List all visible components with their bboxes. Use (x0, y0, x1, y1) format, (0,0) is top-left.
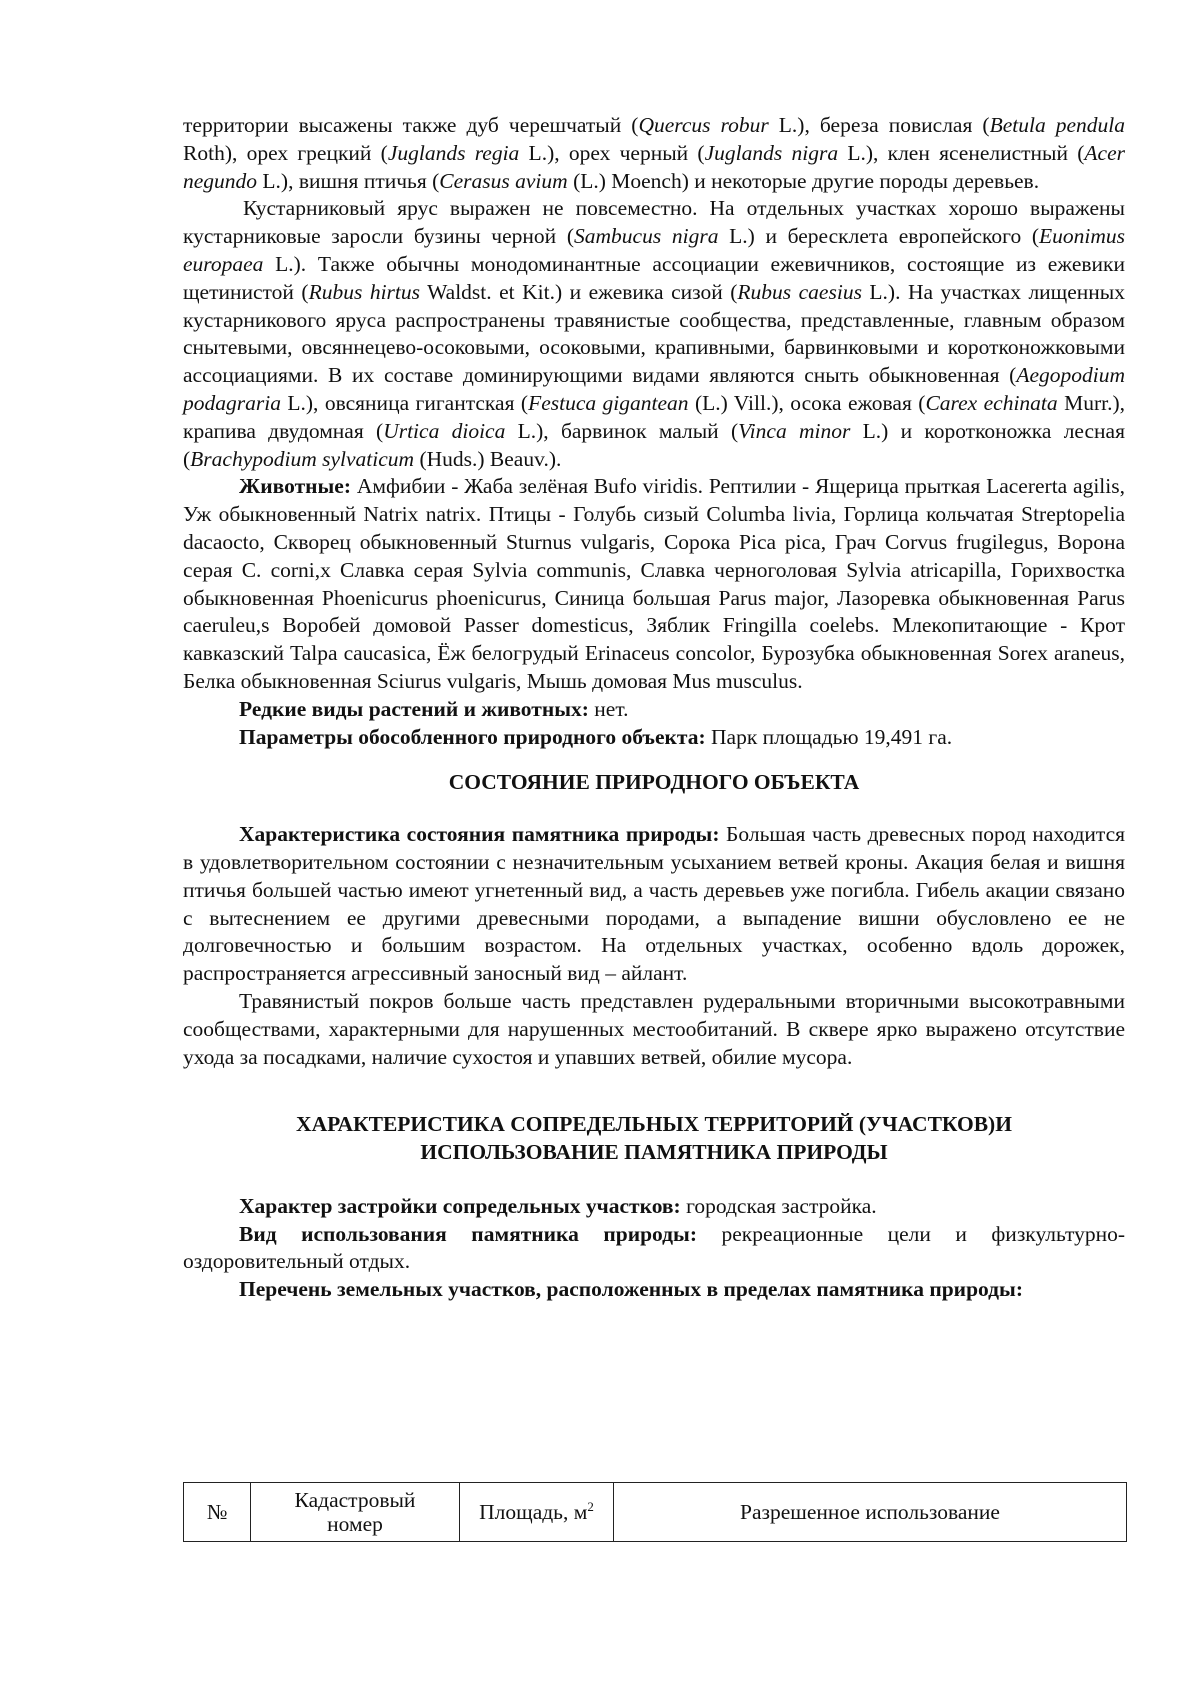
column-header-permitted-use: Разрешенное использование (614, 1483, 1127, 1542)
paragraph-shrubs: Кустарниковый ярус выражен не повсеместно. На отдельных участках хорошо выражены кустарниковые заросли бузины черной (Sambucus nigra L.) и бересклета европейского (Euonimus europaea L.). Также обычны монодоминантные ассоциации ежевичников, состоящие из ежевики щетинистой (Rubus hirtus Waldst. et Kit.) и ежевика сизой (Rubus caesius L.). На участках лищенных кустарникового яруса распространены травянистые сообщества, представленные, главным образом снытевыми, овсяннецево-осоковыми, осоковыми, крапивными, барвинковыми и коротконожковыми ассоциациями. В их составе доминирующими видами являются сныть обыкновенная (Aegopodium podagraria L.), овсяница гигантская (Festuca gigantean (L.) Vill.), осока ежовая (Carex echinata Murr.), крапива двудомная (Urtica dioica L.), барвинок малый (Vinca minor L.) и коротконожка лесная (Brachypodium sylvaticum (Huds.) Beauv.). (183, 196, 1126, 471)
column-header-area: Площадь, $м^2$ (460, 1483, 614, 1542)
heading-adjacent-territories: ХАРАКТЕРИСТИКА СОПРЕДЕЛЬНЫХ ТЕРРИТОРИЙ (УЧАСТКОВ)И ИСПОЛЬЗОВАНИЕ ПАМЯТНИКА ПРИРОДЫ (296, 1112, 1012, 1165)
paragraph-animals: Животные: Амфибии - Жаба зелёная Bufo viridis. Рептилии - Ящерица прыткая Lacererta agilis, Уж обыкновенный Natrix natrix. Птицы - Голубь сизый Columba livia, Горлица кольчатая Streptopelia dacaocto, Скворец обыкновенный Sturnus vulgaris, Сорока Pica pica, Грач Corvus frugilegus, Ворона серая C. corni,x Славка серая Sylvia communis, Славка черноголовая Sylvia atricapilla, Горихвостка обыкновенная Phoenicurus phoenicurus, Синица большая Parus major, Лазоревка обыкновенная Parus caeruleu,s Воробей домовой Passer domesticus, Зяблик Fringilla coelebs. Млекопитающие - Крот кавказский Talpa caucasica, Ёж белогрудый Erinaceus concolor, Бурозубка обыкновенная Sorex araneus, Белка обыкновенная Sciurus vulgaris, Мышь домовая Mus musculus. (183, 474, 1125, 693)
land-plots-table-wrapper (183, 1482, 1127, 1542)
paragraph-usage: Вид использования памятника природы: рекреационные цели и физкультурно-оздоровительный отдых. (183, 1221, 1125, 1274)
paragraph-grass-cover: Травянистый покров больше часть представлен рудеральными вторичными высокотравными сообществами, характерными для нарушенных местообитаний. В сквере ярко выражено отсутствие ухода за посадками, наличие сухостоя и упавших ветвей, обилие мусора. (183, 988, 1125, 1069)
paragraph-land-plots-heading: Перечень земельных участков, расположенных в пределах памятника природы: (239, 1277, 1023, 1302)
paragraph-parameters: Параметры обособленного природного объекта: Парк площадью 19,491 га. (239, 724, 953, 749)
table-header-row (184, 1483, 1127, 1542)
paragraph-state: Характеристика состояния памятника природы: Большая часть древесных пород находится в удовлетворительном состоянии с незначительным усыханием ветвей кроны. Акация белая и вишня птичья большей частью имеют угнетенный вид, а часть деревьев уже погибла. Гибель акации связано с вытеснением ее другими древесными породами, а выпадение вишни обусловлено ее не долговечностью и большим возрастом. На отдельных участках, особенно вдоль дорожек, распространяется агрессивный заносный вид – айлант. (183, 822, 1126, 986)
column-header-number: № (184, 1483, 251, 1542)
heading-object-state: СОСТОЯНИЕ ПРИРОДНОГО ОБЪЕКТА (448, 770, 860, 795)
paragraph-building: Характер застройки сопредельных участков: городская застройка. (239, 1193, 877, 1218)
column-header-cadastral-number: Кадастровый номер (251, 1483, 460, 1542)
document-page (183, 112, 1125, 1304)
land-plots-table (183, 1482, 1127, 1542)
paragraph-trees: территории высажены также дуб черешчатый (Quercus robur L.), береза повислая (Betula pendula Roth), орех грецкий (Juglands regia L.), орех черный (Juglands nigra L.), клен ясенелистный (Acer negundo L.), вишня птичья (Cerasus avium (L.) Moench) и некоторые другие породы деревьев. (183, 113, 1126, 193)
paragraph-rare-species: Редкие виды растений и животных: нет. (239, 696, 629, 721)
